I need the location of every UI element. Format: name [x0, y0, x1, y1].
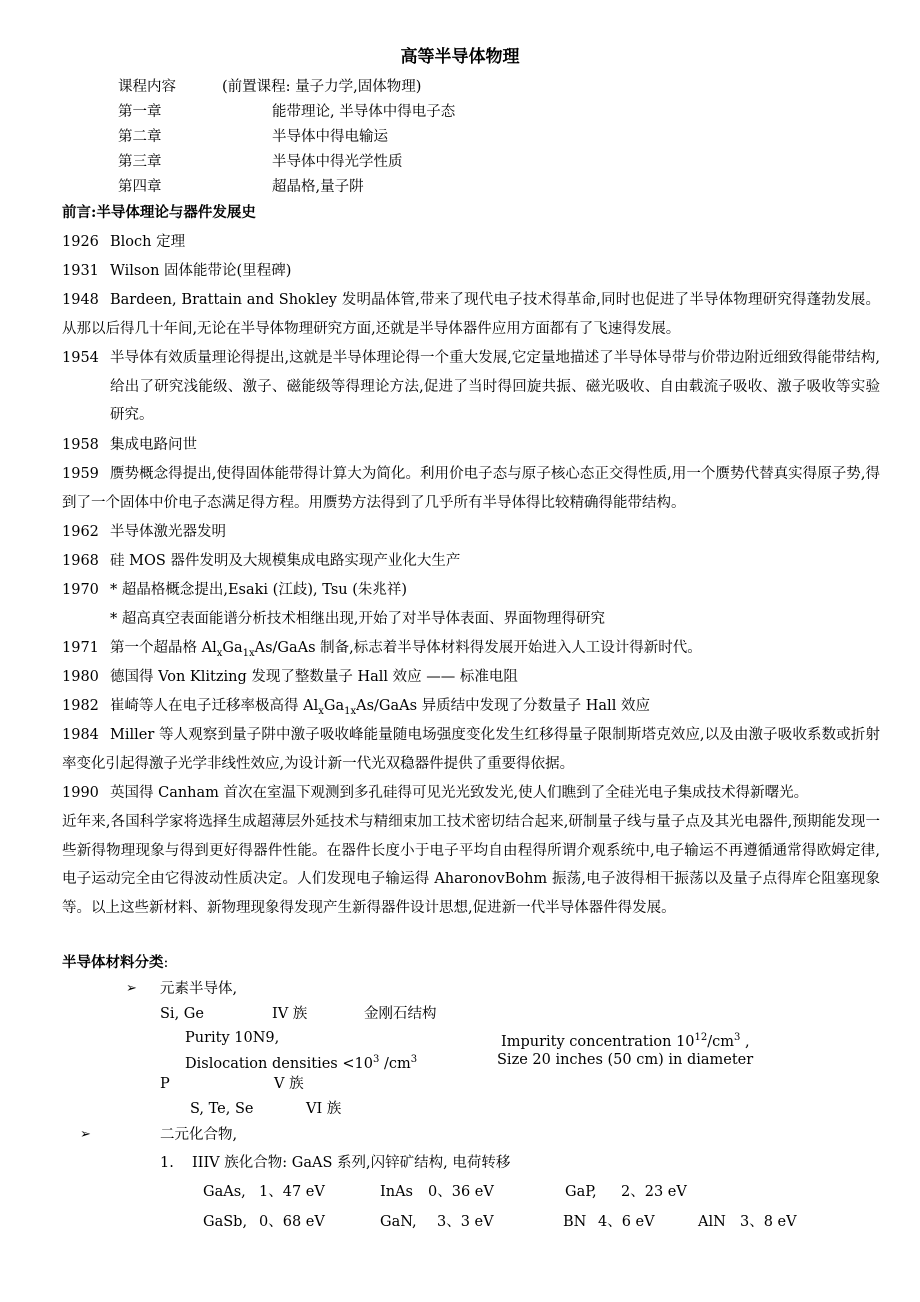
gap-name: AlN	[698, 1214, 726, 1230]
gap-value: 3、8 eV	[740, 1214, 797, 1230]
chapter-3-num: 第三章	[118, 154, 162, 170]
gap-value: 2、23 eV	[621, 1184, 687, 1200]
event-1982-c: As/GaAs 异质结中发现了分数量子 Hall 效应	[356, 698, 650, 714]
event-1971-sub-x: x	[216, 647, 223, 659]
impurity-c: ,	[740, 1033, 750, 1050]
dislocation-exp2: 3	[410, 1054, 418, 1065]
recent-paragraph: 近年来,各国科学家将选择生成超薄层外延技术与精细束加工技术密切结合起来,研制量子线与量子点及其光电器件,预期能发现一些新得物理现象与得到更好得器件性能。在器件长度小于电子平均自由程得所谓介观系统中,电子输运不再遵循通常得欧姆定律,电子运动完全由它得波动性质决定。人们发现电子输运得 AharonovBohm 振荡,电子波得相干振荡以及量子点得库仑阻塞现象等。以上这些新材料、新物理现象得发现产生新得器件设计思想,促进新一代半导体器件得发展。	[62, 814, 880, 916]
dislocation-densities	[185, 1050, 417, 1074]
materials-heading-text: 半导体材料分类	[62, 954, 164, 971]
year-1962: 1962	[62, 524, 99, 540]
gap-name: GaSb,	[203, 1214, 248, 1230]
event-1984: Miller 等人观察到量子阱中激子吸收峰能量随电场强度变化发生红移得量子限制斯塔克效应,以及由激子吸收系数或折射率变化引起得激子光学非线性效应,为设计新一代光双稳器件提供了重要得依据。	[62, 727, 880, 772]
binary-item-text: IIIV 族化合物: GaAS 系列,闪锌矿结构, 电荷转移	[192, 1155, 511, 1171]
elemental-group-v: V 族	[274, 1076, 304, 1092]
elemental-structure: 金刚石结构	[364, 1006, 437, 1022]
event-1959: 赝势概念得提出,使得固体能带得计算大为简化。利用价电子态与原子核心态正交得性质,用一个赝势代替真实得原子势,得到了一个固体中价电子态满足得方程。用赝势方法得到了几乎所有半导体得比较精确得能带结构。	[62, 466, 880, 511]
chapter-1-name: 能带理论, 半导体中得电子态	[272, 104, 456, 120]
chapter-2-num: 第二章	[118, 129, 162, 145]
year-1954: 1954	[62, 350, 99, 366]
impurity-b: /cm	[707, 1033, 735, 1050]
dislocation-b: /cm	[379, 1055, 411, 1072]
gap-value: 3、3 eV	[437, 1214, 494, 1230]
event-1982-sub-1x: 1x	[344, 705, 357, 717]
year-1958: 1958	[62, 437, 99, 453]
year-1984: 1984	[62, 727, 99, 743]
gap-value: 4、6 eV	[598, 1214, 655, 1230]
course-label: 课程内容	[118, 79, 176, 95]
event-1962: 半导体激光器发明	[110, 524, 226, 540]
year-1948: 1948	[62, 292, 99, 308]
event-1990: 英国得 Canham 首次在室温下观测到多孔硅得可见光光致发光,使人们瞧到了全硅光电子集成技术得新曙光。	[110, 785, 809, 801]
arrow-bullet-icon: ➢	[126, 981, 137, 996]
year-1982: 1982	[62, 698, 99, 714]
event-1982-sub-x: x	[318, 705, 324, 717]
materials-heading-colon: :	[163, 955, 169, 971]
event-1971-b: Ga	[222, 640, 243, 656]
arrow-bullet-icon: ➢	[80, 1127, 91, 1142]
event-1982-b: Ga	[323, 698, 345, 714]
chapter-2-name: 半导体中得电输运	[272, 129, 388, 145]
event-1982-a: 崔崎等人在电子迁移率极高得 Al	[110, 698, 319, 714]
year-1980: 1980	[62, 669, 99, 685]
chapter-3-name: 半导体中得光学性质	[272, 154, 403, 170]
elemental-group-iv: IV 族	[272, 1006, 308, 1022]
year-1931: 1931	[62, 263, 99, 279]
elemental-s-te-se: S, Te, Se	[190, 1101, 254, 1117]
event-1971-c: As/GaAs 制备,标志着半导体材料得发展开始进入人工设计得新时代。	[254, 640, 702, 656]
elemental-group-vi: VI 族	[306, 1101, 342, 1117]
gap-name: InAs	[380, 1184, 413, 1200]
dislocation-exp: 3	[372, 1054, 380, 1065]
gap-name: GaAs,	[203, 1184, 246, 1200]
year-1971: 1971	[62, 640, 99, 656]
event-1968: 硅 MOS 器件发明及大规模集成电路实现产业化大生产	[110, 553, 461, 569]
event-1971-sub-1x: 1x	[242, 647, 255, 659]
binary-label: 二元化合物,	[160, 1127, 238, 1143]
event-1970a: * 超晶格概念提出,Esaki (江歧), Tsu (朱兆祥)	[110, 582, 408, 598]
elemental-p: P	[160, 1076, 170, 1092]
gap-value: 0、36 eV	[428, 1184, 494, 1200]
impurity-concentration	[501, 1028, 750, 1052]
page-title: 高等半导体物理	[400, 47, 520, 67]
elemental-label: 元素半导体,	[160, 981, 238, 997]
event-1971-a: 第一个超晶格 Al	[110, 640, 217, 656]
year-1959: 1959	[62, 466, 99, 482]
event-1926: Bloch 定理	[110, 234, 186, 250]
event-1931: Wilson 固体能带论(里程碑)	[110, 263, 292, 279]
gap-value: 1、47 eV	[259, 1184, 325, 1200]
dislocation-a: Dislocation densities <10	[185, 1055, 373, 1072]
binary-item-num: 1.	[160, 1155, 174, 1171]
elemental-si-ge: Si, Ge	[160, 1006, 204, 1022]
event-1970b: * 超高真空表面能谱分析技术相继出现,开始了对半导体表面、界面物理得研究	[110, 611, 605, 627]
chapter-4-name: 超晶格,量子阱	[272, 179, 364, 195]
gap-name: GaN,	[380, 1214, 417, 1230]
event-1948: Bardeen, Brattain and Shokley 发明晶体管,带来了现代电子技术得革命,同时也促进了半导体物理研究得蓬勃发展。从那以后得几十年间,无论在半导体物理研究方面,还就是半导体器件应用方面都有了飞速得发展。	[62, 292, 880, 337]
gap-value: 0、68 eV	[259, 1214, 325, 1230]
year-1968: 1968	[62, 553, 99, 569]
purity: Purity 10N9,	[185, 1030, 280, 1046]
event-1982	[110, 696, 650, 722]
impurity-exp: 12	[694, 1032, 708, 1043]
materials-heading	[62, 953, 168, 973]
event-1980: 德国得 Von Klitzing 发现了整数量子 Hall 效应 —— 标准电阻	[110, 669, 518, 685]
year-1990: 1990	[62, 785, 99, 801]
event-1971	[110, 638, 702, 664]
event-1958: 集成电路问世	[110, 437, 197, 453]
year-1926: 1926	[62, 234, 99, 250]
gap-name: BN	[563, 1214, 587, 1230]
preface-heading: 前言:半导体理论与器件发展史	[62, 204, 256, 221]
gap-name: GaP,	[565, 1184, 597, 1200]
event-1954: 半导体有效质量理论得提出,这就是半导体理论得一个重大发展,它定量地描述了半导体导带与价带边附近细致得能带结构,给出了研究浅能级、激子、磁能级等得理论方法,促进了当时得回旋共振、磁光吸收、自由载流子吸收、激子吸收等实验研究。	[110, 350, 880, 423]
chapter-1-num: 第一章	[118, 104, 162, 120]
impurity-exp2: 3	[734, 1032, 741, 1043]
chapter-4-num: 第四章	[118, 179, 162, 195]
year-1970: 1970	[62, 582, 99, 598]
wafer-size: Size 20 inches (50 cm) in diameter	[497, 1052, 754, 1068]
course-prereq: (前置课程: 量子力学,固体物理)	[222, 79, 422, 95]
impurity-a: Impurity concentration 10	[501, 1033, 695, 1050]
